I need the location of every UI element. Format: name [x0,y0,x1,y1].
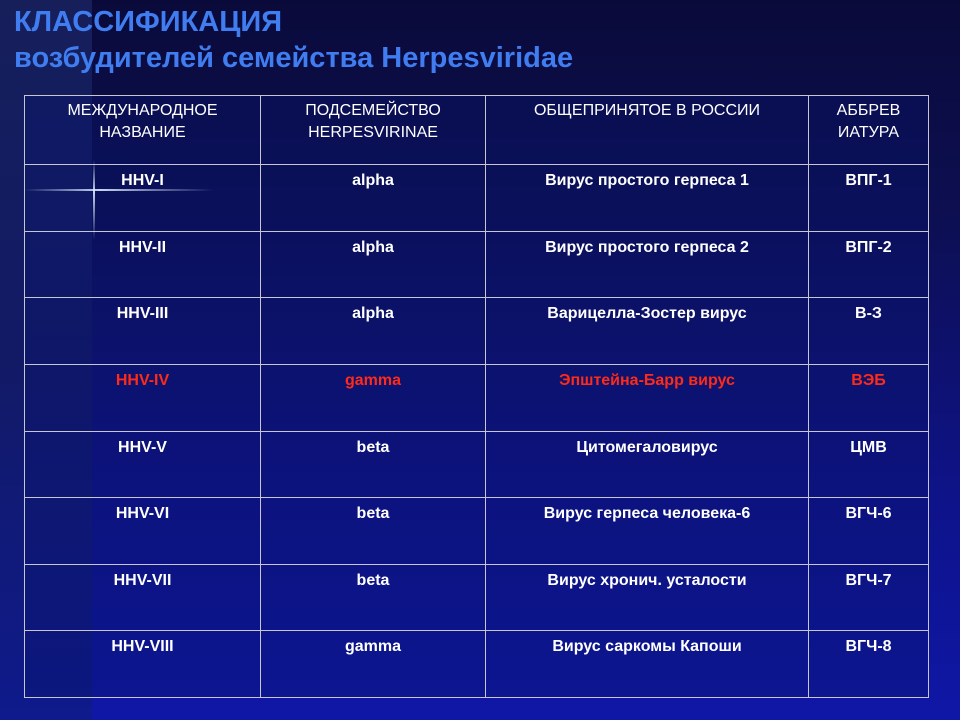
cell-russian-name: Вирус хронич. усталости [486,564,809,631]
cell-international-name: HHV-V [25,431,261,498]
cell-subfamily: gamma [261,364,486,431]
header-russian-name: ОБЩЕПРИНЯТОЕ В РОССИИ [486,96,809,165]
table-row [25,165,929,232]
header-abbreviation: АББРЕВ ИАТУРА [809,96,929,165]
cell-subfamily: gamma [261,631,486,698]
cell-russian-name: Вирус простого герпеса 2 [486,231,809,298]
cell-subfamily: alpha [261,165,486,232]
cell-russian-name: Эпштейна-Барр вирус [486,364,809,431]
cell-international-name: HHV-III [25,298,261,365]
cell-international-name: HHV-VIII [25,631,261,698]
cell-abbreviation: ЦМВ [809,431,929,498]
cell-subfamily: beta [261,564,486,631]
cell-abbreviation: В-З [809,298,929,365]
table-row-highlighted [25,364,929,431]
table-row [25,631,929,698]
cell-international-name: HHV-II [25,231,261,298]
cell-abbreviation: ВЭБ [809,364,929,431]
light-flare-vertical [93,160,95,240]
classification-table [24,95,929,698]
table-row [25,231,929,298]
table-row [25,298,929,365]
header-international-name: МЕЖДУНАРОДНОЕ НАЗВАНИЕ [25,96,261,165]
cell-russian-name: Варицелла-Зостер вирус [486,298,809,365]
cell-international-name: HHV-VI [25,498,261,565]
cell-abbreviation: ВПГ-2 [809,231,929,298]
table-row [25,498,929,565]
cell-subfamily: beta [261,498,486,565]
cell-subfamily: alpha [261,231,486,298]
cell-abbreviation: ВГЧ-7 [809,564,929,631]
header-subfamily: ПОДСЕМЕЙСТВО HERPESVIRINAE [261,96,486,165]
cell-international-name: HHV-VII [25,564,261,631]
cell-subfamily: alpha [261,298,486,365]
cell-subfamily: beta [261,431,486,498]
title-line-2: возбудителей семейства Herpesviridae [14,42,574,74]
cell-international-name: HHV-IV [25,364,261,431]
table-row [25,564,929,631]
cell-abbreviation: ВГЧ-6 [809,498,929,565]
slide-title [14,4,573,76]
light-flare-horizontal [24,189,214,191]
cell-international-name: HHV-I [25,165,261,232]
cell-abbreviation: ВПГ-1 [809,165,929,232]
cell-russian-name: Цитомегаловирус [486,431,809,498]
title-line-1: КЛАССИФИКАЦИЯ [14,6,283,38]
table-row [25,431,929,498]
cell-abbreviation: ВГЧ-8 [809,631,929,698]
cell-russian-name: Вирус герпеса человека-6 [486,498,809,565]
cell-russian-name: Вирус простого герпеса 1 [486,165,809,232]
table-header-row [25,96,929,165]
cell-russian-name: Вирус саркомы Капоши [486,631,809,698]
